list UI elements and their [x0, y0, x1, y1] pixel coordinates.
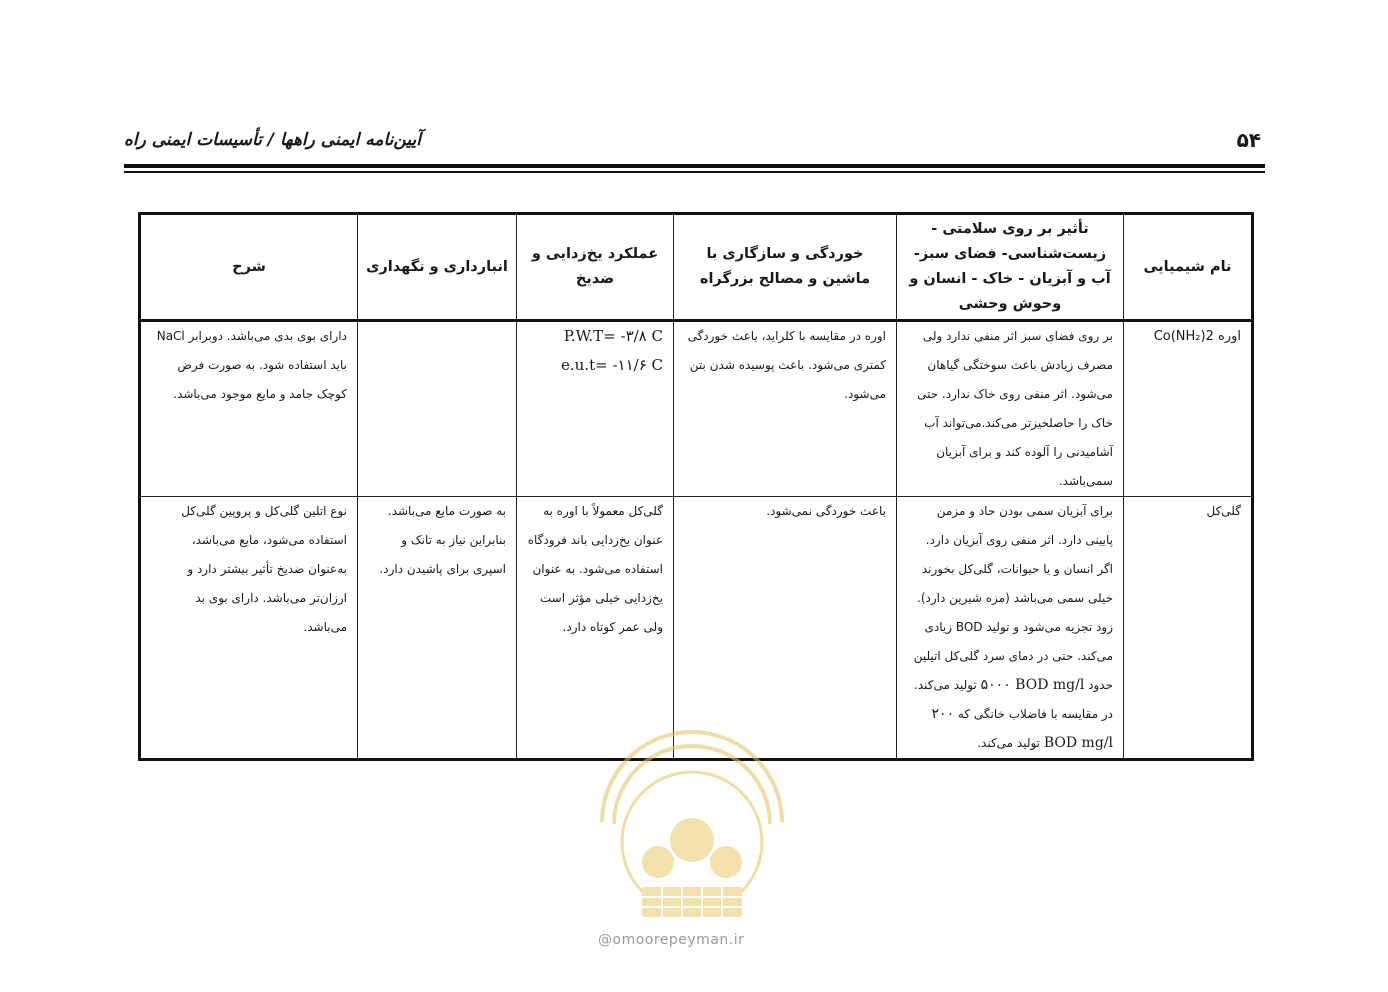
chemical-comparison-table	[138, 212, 1254, 761]
cell-storage	[358, 321, 517, 497]
bod-value-glycol: ۵۰۰۰ BOD mg/l	[980, 677, 1085, 693]
header-health-effect: تأثیر بر روی سلامتی - زیست‌شناسی- فضای سبز-آب و آبزیان - خاک - انسان و وحوش وحشی	[897, 214, 1124, 321]
health-effect-text-1: برای آبزیان سمی بودن حاد و مزمن پایینی دارد. اثر منفی روی آبزیان دارد. اگر انسان و یا حیوانات، گلی‌کل بخورند خیلی سمی می‌باشد (مزه شیرین دارد). زود تجزیه می‌شود و تولید BOD زیادی می‌کند. حتی در دمای سرد گلی‌کل اتیلین حدود	[913, 504, 1113, 692]
cell-description: نوع اتلین گلی‌کل و پروپین گلی‌کل استفاده می‌شود، مایع می‌باشد، به‌عنوان ضدیخ تأثیر بیشتر دارد و ارزان‌تر می‌باشد. دارای بوی بد می‌باشد.	[140, 497, 358, 760]
health-effect-text-2: تولید می‌کند. در مقایسه با فاضلاب خانگی که	[914, 678, 1113, 721]
table-header-row	[140, 214, 1253, 321]
bod-value-sewage: ۲۰۰ BOD mg/l	[931, 706, 1113, 751]
running-title: آیین‌نامه ایمنی راهها / تأسیسات ایمنی راه	[124, 130, 421, 150]
cell-corrosion: اوره در مقایسه با کلراید، باعث خوردگی کمتری می‌شود. باعث پوسیده شدن بتن می‌شود.	[674, 321, 897, 497]
deicing-eut: e.u.t= -۱۱/۶ C	[561, 356, 663, 374]
deicing-pwt: P.W.T= -۳/۸ C	[563, 327, 663, 345]
header-corrosion: خوردگی و سازگاری با ماشین و مصالح بزرگراه	[674, 214, 897, 321]
cell-chemical-name	[1124, 321, 1253, 497]
chemical-name-text: اوره Co(NH₂)2	[1153, 329, 1241, 344]
health-effect-text-3: تولید می‌کند.	[977, 736, 1041, 750]
cell-description: دارای بوی بدی می‌باشد. دوبرابر NaCl باید استفاده شود. به صورت فرض کوچک جامد و مایع موجود می‌باشد.	[140, 321, 358, 497]
cell-deicing	[517, 321, 674, 497]
header-rule-thick	[124, 164, 1265, 168]
header-chemical-name: نام شیمیایی	[1124, 214, 1253, 321]
cell-chemical-name: گلی‌کل	[1124, 497, 1253, 760]
header-deicing: عملکرد یخ‌زدایی و ضدیخ	[517, 214, 674, 321]
page-number: ۵۴	[1236, 128, 1261, 152]
page-header	[124, 128, 1265, 158]
cell-health-effect: بر روی فضای سبز اثر منفی ندارد ولی مصرف زیادش باعث سوختگی گیاهان می‌شود. اثر منفی روی خاک ندارد. حتی خاک را حاصلخیزتر می‌کند.می‌تواند آب آشامیدنی را آلوده کند و برای آبزیان سمی‌باشد.	[897, 321, 1124, 497]
header-description: شرح	[140, 214, 358, 321]
watermark-site-text: @omoorepeyman.ir	[598, 932, 745, 948]
cell-corrosion: باعث خوردگی نمی‌شود.	[674, 497, 897, 760]
header-rule-thin	[124, 171, 1265, 173]
watermark-logo-icon	[572, 712, 812, 932]
table-row	[140, 321, 1253, 497]
cell-deicing: گلی‌کل معمولاً با اوره به عنوان یخ‌زدایی باند فرودگاه استفاده می‌شود. به عنوان یخ‌زدایی خیلی مؤثر است ولی عمر کوتاه دارد.	[517, 497, 674, 760]
cell-storage: به صورت مایع می‌باشد. بنابراین نیاز به تانک و اسپری برای پاشیدن دارد.	[358, 497, 517, 760]
cell-health-effect	[897, 497, 1124, 760]
header-storage: انبارداری و نگهداری	[358, 214, 517, 321]
